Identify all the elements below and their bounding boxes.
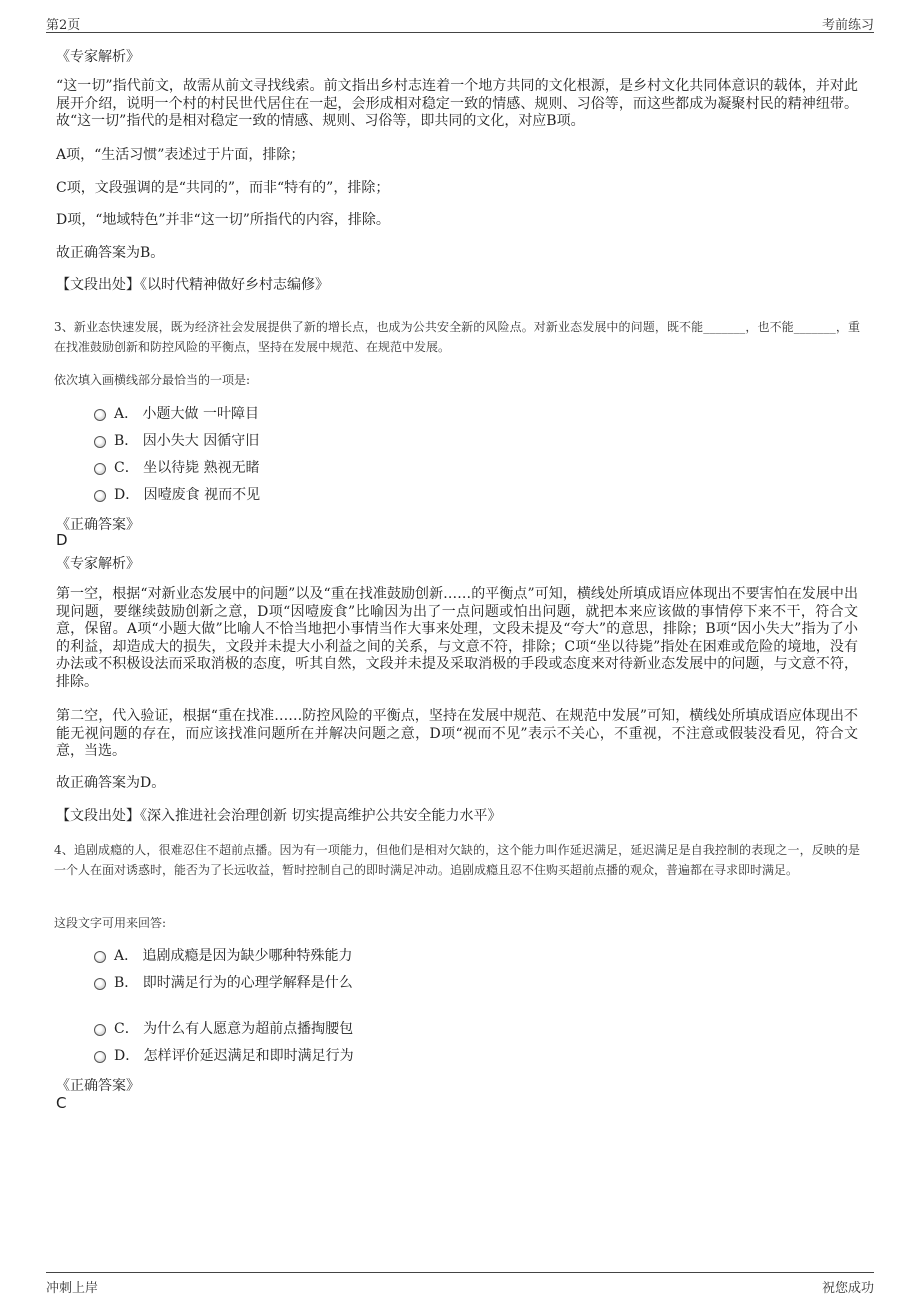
q3-option-a-label: A． 小题大做 一叶障目 [114, 406, 260, 422]
radio-icon[interactable] [94, 436, 106, 448]
radio-icon[interactable] [94, 1051, 106, 1063]
page-footer [46, 1272, 874, 1297]
q3-answer-label: 《正确答案》 [56, 517, 140, 533]
q2-analysis-label: 《专家解析》 [56, 49, 140, 65]
q4-option-d[interactable] [94, 1046, 354, 1066]
footer-left-text: 冲刺上岸 [46, 1281, 99, 1296]
q4-answer-label: 《正确答案》 [56, 1078, 140, 1094]
page-number: 第2页 [46, 18, 81, 33]
q2-option-c-note: C项，文段强调的是“共同的”，而非“特有的”，排除； [56, 180, 390, 196]
radio-icon[interactable] [94, 951, 106, 963]
footer-right-text: 祝您成功 [821, 1281, 874, 1296]
q3-prompt: 依次填入画横线部分最恰当的一项是: [54, 373, 251, 387]
q4-option-b-label: B． 即时满足行为的心理学解释是什么 [114, 975, 353, 991]
header-title: 考前练习 [821, 18, 874, 33]
q4-option-a-label: A． 追剧成瘾是因为缺少哪种特殊能力 [114, 948, 353, 964]
radio-icon[interactable] [94, 490, 106, 502]
radio-icon[interactable] [94, 978, 106, 990]
q2-option-d-note: D项，“地域特色”并非“这一切”所指代的内容，排除。 [56, 212, 390, 228]
q2-conclusion: 故正确答案为B。 [56, 245, 165, 261]
radio-icon[interactable] [94, 1024, 106, 1036]
page-header [46, 12, 874, 33]
q3-option-b[interactable] [94, 431, 259, 451]
q3-option-d[interactable] [94, 485, 260, 505]
q4-stem: 4、追剧成瘾的人，很难忍住不超前点播。因为有一项能力，但他们是相对欠缺的，这个能力叫作延迟满足，延迟满足是自我控制的表现之一，反映的是一个人在面对诱惑时，能否为了长远收益，暂时控制自己的即时满足冲动。追剧成瘾且忍不住购买超前点播的观众，普遍都在寻求即时满足。 [54, 843, 860, 877]
q3-conclusion: 故正确答案为D。 [56, 775, 166, 791]
q3-option-d-label: D． 因噎废食 视而不见 [114, 487, 261, 503]
q3-option-a[interactable] [94, 404, 259, 424]
q3-stem: 3、新业态快速发展，既为经济社会发展提供了新的增长点，也成为公共安全新的风险点。对新业态发展中的问题，既不能_______，也不能_______，重在找准鼓励创新和防控风险的平衡点，坚持在发展中规范、在规范中发展。 [54, 320, 860, 354]
q3-analysis-label: 《专家解析》 [56, 556, 140, 572]
q2-source: 【文段出处】《以时代精神做好乡村志编修》 [56, 277, 329, 293]
q4-option-a[interactable] [94, 946, 353, 966]
q3-answer: D [56, 531, 68, 549]
q3-analysis-second-blank: 第二空，代入验证，根据“重在找准……防控风险的平衡点，坚持在发展中规范、在规范中发展”可知，横线处所填成语应体现出不能无视问题的存在，而应该找准问题所在并解决问题之意，D项“视而不见”表示不关心，不重视，不注意或假装没看见，符合文意，当选。 [56, 708, 858, 759]
q3-option-b-label: B． 因小失大 因循守旧 [114, 433, 260, 449]
q4-option-c[interactable] [94, 1019, 353, 1039]
radio-icon[interactable] [94, 409, 106, 421]
q4-option-c-label: C． 为什么有人愿意为超前点播掏腰包 [114, 1021, 354, 1037]
q3-option-c[interactable] [94, 458, 260, 478]
q4-prompt: 这段文字可用来回答: [54, 916, 167, 930]
q4-option-b[interactable] [94, 973, 353, 993]
q3-option-c-label: C． 坐以待毙 熟视无睹 [114, 460, 260, 476]
q2-analysis-text: “这一切”指代前文，故需从前文寻找线索。前文指出乡村志连着一个地方共同的文化根源，是乡村文化共同体意识的载体，并对此展开介绍，说明一个村的村民世代居住在一起，会形成相对稳定一致的情感、规则、习俗等，而这些都成为凝聚村民的精神纽带。故“这一切”指代的是相对稳定一致的情感、规则、习俗等，即共同的文化，对应B项。 [56, 78, 858, 129]
q4-option-d-label: D． 怎样评价延迟满足和即时满足行为 [114, 1048, 354, 1064]
radio-icon[interactable] [94, 463, 106, 475]
q2-option-a-note: A项，“生活习惯”表述过于片面，排除； [56, 147, 305, 163]
q4-answer: C [56, 1094, 67, 1112]
q3-source: 【文段出处】《深入推进社会治理创新 切实提高维护公共安全能力水平》 [56, 808, 502, 824]
q3-analysis-first-blank: 第一空，根据“对新业态发展中的问题”以及“重在找准鼓励创新……的平衡点”可知，横线处所填成语应体现出不要害怕在发展中出现问题，要继续鼓励创新之意，D项“因噎废食”比喻因为出了一点问题或怕出问题，就把本来应该做的事情停下来不干，符合文意，保留。A项“小题大做”比喻人不恰当地把小事情当作大事来处理，文段未提及“夸大”的意思，排除；B项“因小失大”指为了小的利益，却造成大的损失，文段并未提大小利益之间的关系，与文意不符，排除；C项“坐以待毙”指处在困难或危险的境地，没有办法或不积极设法而采取消极的态度，听其自然，文段并未提及采取消极的手段或态度来对待新业态发展中的问题，与文意不符，排除。 [56, 586, 858, 690]
